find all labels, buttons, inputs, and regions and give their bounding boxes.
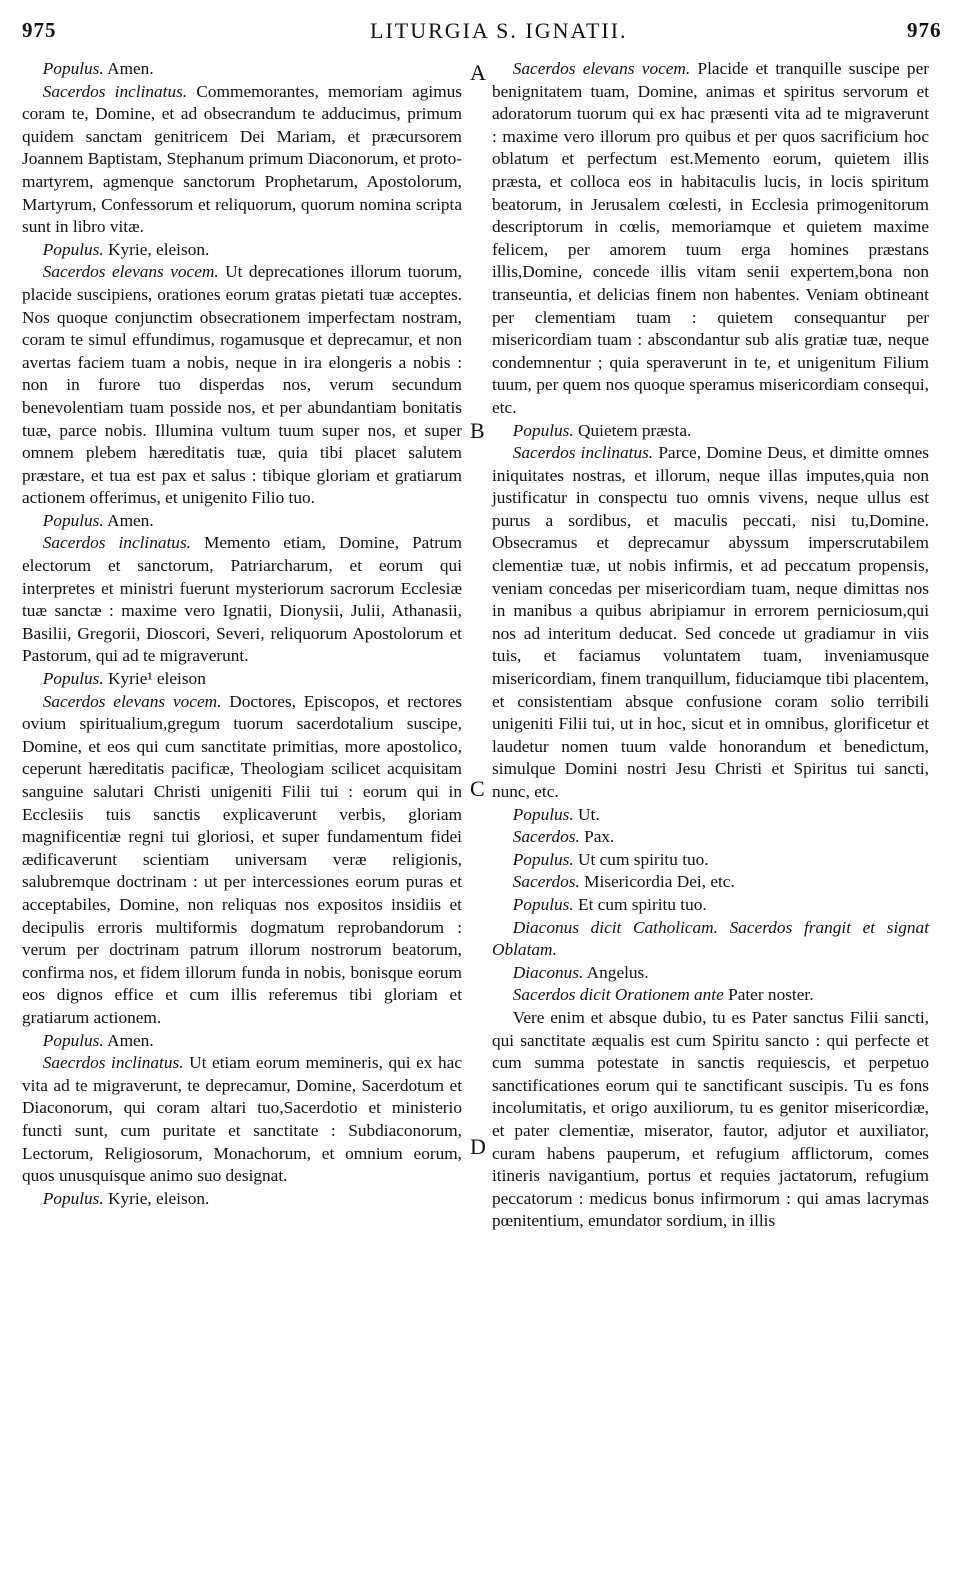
- margin-marker-c: C: [470, 776, 485, 801]
- speaker-label: Diaconus.: [512, 962, 584, 982]
- paragraph: [22, 1052, 462, 1188]
- paragraph: [22, 510, 462, 533]
- speaker-label: Populus.: [42, 510, 104, 530]
- paragraph-text: Placide et tranquille suscipe per benignitatem tuam, Domine, animas et spiritus servorum et adoratorum tuorum qui ex hac præsenti vita ad te migraverunt : maxime vero illorum pro quibus et per quos sacrificium hoc oblatum et perfectum est.Memento eorum, quietem illis præsta, et colloca eos in habitaculis lucis, in locis spiritum beatorum, in Jerusalem cœlesti, in Ecclesia primogenitorum descriptorum in cœlis, memoriamque et quietem maxime felicem, per amorem tuum erga homines præstans illis,Domine, concede illis vitam senii expertem,bona non transeuntia, et delicias finem non habentes. Veniam obtineant per clementiam tuam : quietem consequantur per misericordiam tuam : abscondantur sub alis gratiæ tuæ, neque condemnentur ; quia speraverunt in te, et unigenitum Filium tuum, per quem nos quoque speramus misericordiam consequi, etc.: [492, 59, 929, 417]
- paragraph-text: Et cum spiritu tuo.: [573, 894, 707, 914]
- paragraph-text: Ut deprecationes illorum tuorum, placide suscipiens, orationes eorum gratas pietati tuæ acceptes. Nos quoque conjunctim obsecrationem imperfectam nostram, coram te simul effundimus, rogamusque et deprecamur, et non avertas faciem tuam a nobis, neque in ira elongeris a nobis : non in furore tuo disperdas nos, verum secundum benevolentiam tuam posside nos, et per abundantiam bonitatis tuæ, parce nobis. Illumina vultum tuum super nos, et super omnem plebem hæreditatis tuæ, quia tibi placet salutem præstare, et tua est pax et salus : tibique gloriam et gratiarum actionem offerimus, et unigenito Filio tuo.: [22, 262, 462, 508]
- running-title: LITURGIA S. IGNATII.: [370, 18, 628, 43]
- paragraph: [492, 420, 929, 443]
- paragraph-text: Angelus.: [583, 962, 649, 982]
- paragraph: [492, 804, 929, 827]
- paragraph: [22, 1188, 462, 1211]
- paragraph: [492, 894, 929, 917]
- speaker-label: Populus.: [42, 1030, 104, 1050]
- speaker-label: Sacerdos elevans vocem.: [42, 262, 219, 282]
- speaker-label: Sacerdos inclinatus.: [512, 443, 654, 463]
- paragraph: [22, 668, 462, 691]
- speaker-label: Populus.: [42, 239, 104, 259]
- paragraph: [22, 239, 462, 262]
- speaker-label: Diaconus dicit Catholicam. Sacerdos frangit et signat Oblatam.: [492, 917, 929, 960]
- page-number-right: 976: [907, 18, 942, 42]
- paragraph-text: Kyrie, eleison.: [103, 1188, 210, 1208]
- speaker-label: Sacerdos.: [512, 872, 580, 892]
- paragraph-text: Kyrie¹ eleison: [103, 669, 206, 689]
- paragraph-text: Pax.: [579, 827, 615, 847]
- speaker-label: Populus.: [512, 894, 574, 914]
- paragraph-text: Kyrie, eleison.: [103, 239, 210, 259]
- paragraph-text: Misericordia Dei, etc.: [579, 872, 735, 892]
- paragraph: [492, 962, 929, 985]
- paragraph-text: Ut cum spiritu tuo.: [573, 849, 709, 869]
- paragraph-text: Quietem præsta.: [573, 420, 692, 440]
- margin-marker-b: B: [470, 418, 485, 443]
- paragraph: [492, 849, 929, 872]
- speaker-label: Populus.: [512, 849, 574, 869]
- paragraph-text: Parce, Domine Deus, et dimitte omnes iniquitates nostras, et illorum, neque illas imputes,quia non justificatur in conspectu tuo omnis vivens, neque ullus est purus a sordibus, et maculis peccati, nisi tu,Domine. Obsecramus et deprecamur abyssum imperscrutabilem clementiæ tuæ, ut nobis infirmis, et ad peccatum propensis, veniam concedas per misericordiam tuam, neque dimittas nos in manibus a quibus abripiamur in errorem perniciosum,qui nos ad interitum deducat. Sed concede ut gradiamur in viis tuis, et faciamus voluntatem tuam, inveniamusque misericordiam, finem tranquillum, fiduciamque tibi placentem, et consistentiam absque confusione coram solio terribili unigeniti Filii tui, ut in hoc, sicut et in omnibus, glorificetur et laudetur nomen tuum valde honorandum et benedictum, simulque Domini nostri Jesu Christi et Spiritus tui sancti, nunc, etc.: [492, 443, 930, 801]
- paragraph-text: Ut etiam eorum memineris, qui ex hac vita ad te migraverunt, te deprecamur, Domine, Sacerdotum et Diaconorum, qui coram altari tuo,Sacerdotio et ministerio functi sunt, cum puritate et sanctitate : Subdiaconorum, Lectorum, Religiosorum, Monachorum, et omnium eorum, quos unusquisque animo suo designat.: [22, 1053, 463, 1186]
- paragraph-text: Amen.: [103, 510, 154, 530]
- paragraph: [22, 81, 462, 239]
- paragraph-text: Amen.: [103, 1030, 154, 1050]
- speaker-label: Populus.: [512, 804, 574, 824]
- speaker-label: Populus.: [42, 1188, 104, 1208]
- margin-marker-d: D: [470, 1134, 486, 1159]
- speaker-label: Sacerdos inclinatus.: [42, 533, 191, 553]
- paragraph: [22, 532, 462, 668]
- speaker-label: Populus.: [42, 669, 104, 689]
- paragraph: [492, 1007, 929, 1233]
- paragraph: [492, 871, 929, 894]
- paragraph: [492, 984, 929, 1007]
- paragraph: [492, 58, 929, 420]
- page-number-left: 975: [22, 18, 57, 42]
- left-column: [22, 58, 462, 1210]
- speaker-label: Populus.: [512, 420, 574, 440]
- right-column: [492, 58, 929, 1233]
- paragraph: [492, 442, 929, 804]
- paragraph: [492, 917, 929, 962]
- speaker-label: Sacerdos.: [512, 827, 580, 847]
- paragraph-text: Vere enim et absque dubio, tu es Pater sanctus Filii sancti, qui sanctitate æqualis est cum Spiritu sancto : qui perfecte et cum summa potestate in sanctis requiescis, et perpetuo sanctificationes eorum qui te sanctificant suscipis. Tu es fons incolumitatis, et origo auxiliorum, tu es genitor misericordiæ, et pater clementiæ, miserator, fautor, adjutor et auxiliator, curam habens pauperum, et refugium afflictorum, comes itineris navigantium, portus et requies jactatorum, refugium peccatorum : medicus bonus infirmorum : qui amas lacrymas pœnitentium, emundator sordium, in illis: [492, 1007, 929, 1231]
- paragraph-text: Amen.: [103, 59, 154, 78]
- speaker-label: Saecrdos inclinatus.: [42, 1053, 184, 1073]
- paragraph-text: Ut.: [573, 804, 600, 824]
- speaker-label: Sacerdos elevans vocem.: [42, 691, 222, 711]
- paragraph: [492, 826, 929, 849]
- speaker-label: Sacerdos elevans vocem.: [512, 59, 691, 78]
- paragraph: [22, 261, 462, 510]
- paragraph-text: Pater noster.: [723, 985, 814, 1005]
- speaker-label: Sacerdos dicit Orationem ante: [512, 985, 724, 1005]
- speaker-label: Populus.: [42, 59, 104, 78]
- margin-marker-a: A: [470, 60, 486, 85]
- paragraph: [22, 58, 462, 81]
- speaker-label: Sacerdos inclinatus.: [42, 81, 188, 101]
- paragraph-text: Commemorantes, memoriam agimus coram te, Domine, et ad obsecrandum te adducimus, primum quidem sanctam genitricem Dei Mariam, et præcursorem Joannem Baptistam, Stephanum primum Diaconorum, et proto-martyrem, agmenque sanctorum Prophetarum, Apostolorum, Martyrum, Confessorum et reliquorum, quorum nomina scripta sunt in libro vitæ.: [22, 81, 462, 237]
- paragraph: [22, 1030, 462, 1053]
- paragraph-text: Memento etiam, Domine, Patrum electorum et sanctorum, Patriarcharum, et eorum qui interpretes et ministri fuerunt mysteriorum sacrorum Ecclesiæ tuæ sanctæ : maxime vero Ignatii, Dionysii, Julii, Athanasii, Basilii, Gregorii, Dioscori, Severi, reliquorum Apostolorum et Pastorum, qui ad te migraverunt.: [22, 533, 462, 666]
- paragraph: [22, 691, 462, 1030]
- paragraph-text: Doctores, Episcopos, et rectores ovium spiritualium,gregum tuorum sacerdotalium suscipe, Domine, et eos qui cum sanctitate primitias, more apostolico, ceperunt hæreditatis pacificæ, Theologiam scilicet acquisitam sanguine salutari Christi unigeniti Filii tui : eorum qui in Ecclesiis tuis sanctis explicaverunt verbis, gloriam magnificentiæ regni tui gloriosi, et super fundamentum fidei ædificaverunt scientiam universam veræ religionis, salubremque doctrinam : ut per intercessiones eorum puras et acceptabiles, Domine, non reliquas nos expositos insidiis et decipulis erroris multiformis dogmatum reprobandorum : verum per doctrinam patrum illorum nostrorum beatorum, confirma nos, et fidem illorum funda in nobis, bonisque eorum eos dignos effice et cum illis referemus tibi gloriam et gratiarum actionem.: [22, 691, 462, 1027]
